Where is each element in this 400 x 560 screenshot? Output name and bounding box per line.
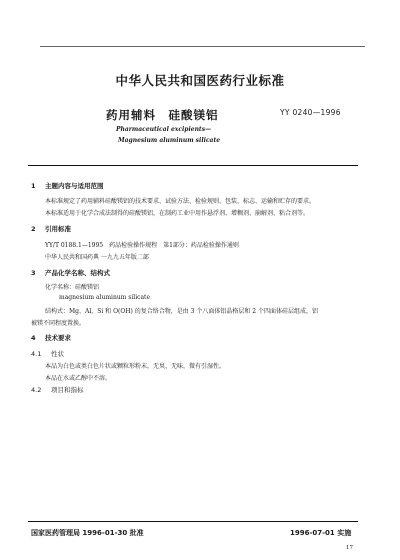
section-4-1-number: 4.1 [31, 350, 42, 358]
document-title: 药用辅料 硅酸镁铝 [106, 108, 219, 122]
chemical-name-english: magnesium aluminum silicate [59, 294, 151, 301]
section-1-number: 1 [31, 182, 36, 190]
section-4-title: 技术要求 [45, 334, 71, 342]
section-4-1-paragraph-1: 本品为白色或类白色片状或颗粒形粉末，无臭、无味，微有引湿性。 [45, 363, 226, 370]
footer-rule [28, 521, 358, 522]
section-1-heading [31, 181, 104, 190]
section-2-title: 引用标准 [45, 225, 71, 233]
section-4-number: 4 [31, 334, 36, 342]
document-code: YY 0240—1996 [280, 108, 341, 117]
section-4-2-heading [31, 385, 84, 394]
page-number: 17 [346, 545, 353, 551]
approval-date: 国家医药管理局 1996-01-30 批准 [31, 529, 144, 537]
structure-line-2: 被镁不同程度置换。 [31, 320, 86, 327]
english-title-line-1: Pharmaceutical excipients— [116, 126, 212, 133]
section-4-heading [31, 333, 71, 342]
section-3-title: 产品化学名称、结构式 [45, 269, 110, 277]
section-4-2-title: 项目和指标 [51, 386, 84, 394]
section-3-heading [31, 268, 110, 277]
implementation-date: 1996-07-01 实施 [290, 529, 352, 537]
section-2-number: 2 [31, 225, 36, 233]
header-rule [40, 46, 365, 47]
standard-title: 中华人民共和国医药行业标准 [115, 73, 285, 88]
section-2-heading [31, 224, 71, 233]
section-4-2-number: 4.2 [31, 386, 42, 394]
reference-1: YY/T 0188.1—1995 药品检验操作规程 第1部分：药品检验操作通则 [45, 242, 239, 249]
section-1-title: 主题内容与适用范围 [45, 182, 104, 190]
english-title-line-2: Magnesium aluminum silicate [118, 137, 221, 144]
section-4-1-paragraph-2: 本品在水或乙醇中不溶。 [45, 375, 112, 382]
section-1-paragraph-2: 本标准适用于化学合成法制得的硅酸镁铝，在制药工业中用作悬浮剂、增稠剂、崩解剂、粘合剂等。 [45, 210, 310, 217]
chemical-name: 化学名称：硅酸镁铝 [45, 284, 100, 291]
section-4-1-title: 性状 [51, 350, 64, 358]
title-separator-rule [28, 165, 358, 166]
section-3-number: 3 [31, 269, 36, 277]
section-4-1-heading [31, 349, 64, 358]
structure-line-1: 结构式：Mg、Al、Si 和 O(OH) 的复合络合物，是由 3 个八面体铝晶格层和 2 个四面体硅层组成，铝 [45, 308, 319, 315]
reference-2: 中华人民共和国药典 一九九五年版二部 [45, 254, 149, 261]
section-1-paragraph-1: 本标准规定了药用辅料硅酸镁铝的技术要求、试验方法、检验规则、包装、标志、运输和贮存的要求。 [45, 198, 316, 205]
